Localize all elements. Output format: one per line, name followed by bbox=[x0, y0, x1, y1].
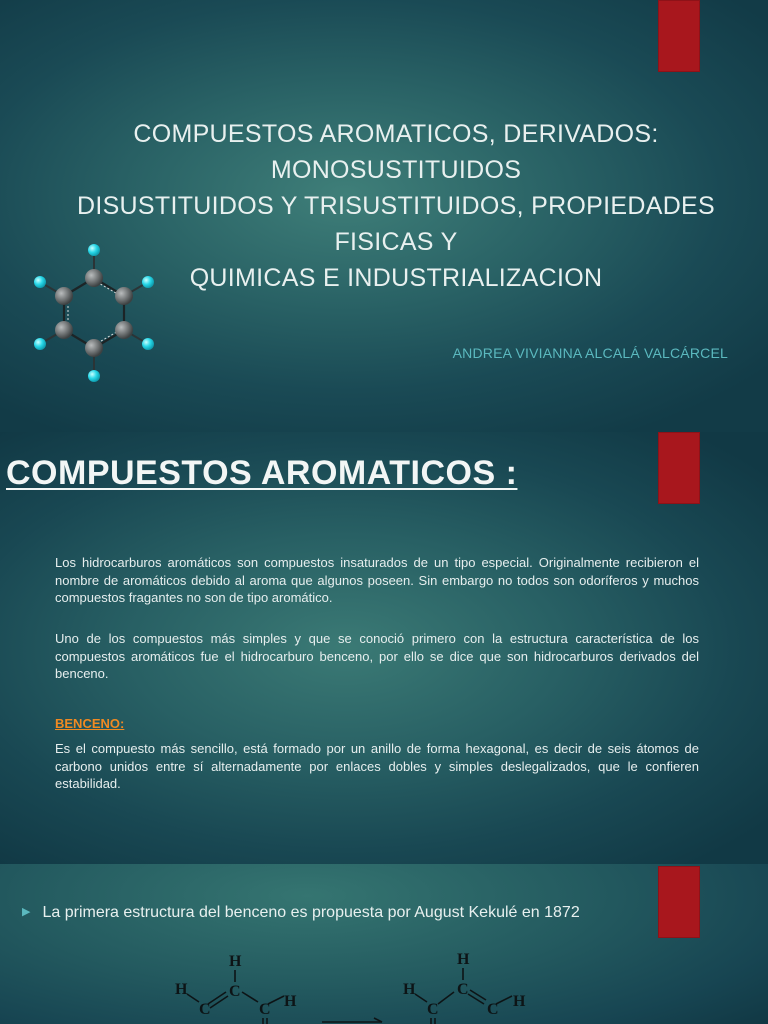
red-accent-bar bbox=[658, 866, 700, 938]
paragraph-intro: Los hidrocarburos aromáticos son compuestos insaturados de un tipo especial. Originalmente recibieron el nombre de aromáticos debido al aroma que algunos poseen. Sin embargo no todos son odoríferos y muchos compuestos fragantes no son de tipo aromático. bbox=[55, 555, 699, 605]
benceno-label: BENCENO: bbox=[55, 716, 125, 731]
benzene-molecule-icon bbox=[28, 238, 164, 386]
atom-c: C bbox=[427, 1001, 439, 1018]
atom-h: H bbox=[229, 953, 242, 970]
atom-c: C bbox=[457, 981, 469, 998]
kekule-structure-diagram bbox=[160, 948, 580, 1024]
bullet-text: La primera estructura del benceno es propuesta por August Kekulé en 1872 bbox=[42, 904, 580, 921]
atom-c: C bbox=[487, 1001, 499, 1018]
atom-h: H bbox=[175, 981, 188, 998]
atom-c: C bbox=[229, 983, 241, 1000]
slide-1 bbox=[0, 0, 768, 432]
atom-c: C bbox=[199, 1001, 211, 1018]
title-line-1: COMPUESTOS AROMATICOS, DERIVADOS: bbox=[133, 120, 659, 148]
title-line-4: FISICAS Y bbox=[334, 228, 458, 256]
paragraph-benzene-origin: Uno de los compuestos más simples y que se conoció primero con la estructura característica de los compuestos aromáticos fue el hidrocarburo benceno, por ello se dice que son hidrocarburos derivados del benceno. bbox=[55, 631, 699, 681]
paragraph-benceno-definition: Es el compuesto más sencillo, está formado por un anillo de forma hexagonal, es decir de seis átomos de carbono unidos entre sí alternadamente por enlaces dobles y simples deslegalizados, que le confieren estabilidad. bbox=[55, 741, 699, 791]
title-line-2: MONOSUSTITUIDOS bbox=[270, 156, 522, 184]
atom-h: H bbox=[284, 993, 297, 1010]
atom-h: H bbox=[513, 993, 526, 1010]
triangle-bullet-icon: ▶ bbox=[22, 906, 31, 918]
bullet-item bbox=[22, 904, 580, 922]
atom-c: C bbox=[259, 1001, 271, 1018]
section-heading: COMPUESTOS AROMATICOS : bbox=[6, 454, 518, 492]
atom-h: H bbox=[403, 981, 416, 998]
author-name: ANDREA VIVIANNA ALCALÁ VALCÁRCEL bbox=[452, 345, 728, 361]
title-line-3: DISUSTITUIDOS Y TRISUSTITUIDOS, PROPIEDADES bbox=[76, 192, 715, 220]
red-accent-bar bbox=[658, 432, 700, 504]
red-accent-bar bbox=[658, 0, 700, 72]
title-line-5: QUIMICAS E INDUSTRIALIZACION bbox=[189, 264, 603, 292]
atom-h: H bbox=[457, 951, 470, 968]
